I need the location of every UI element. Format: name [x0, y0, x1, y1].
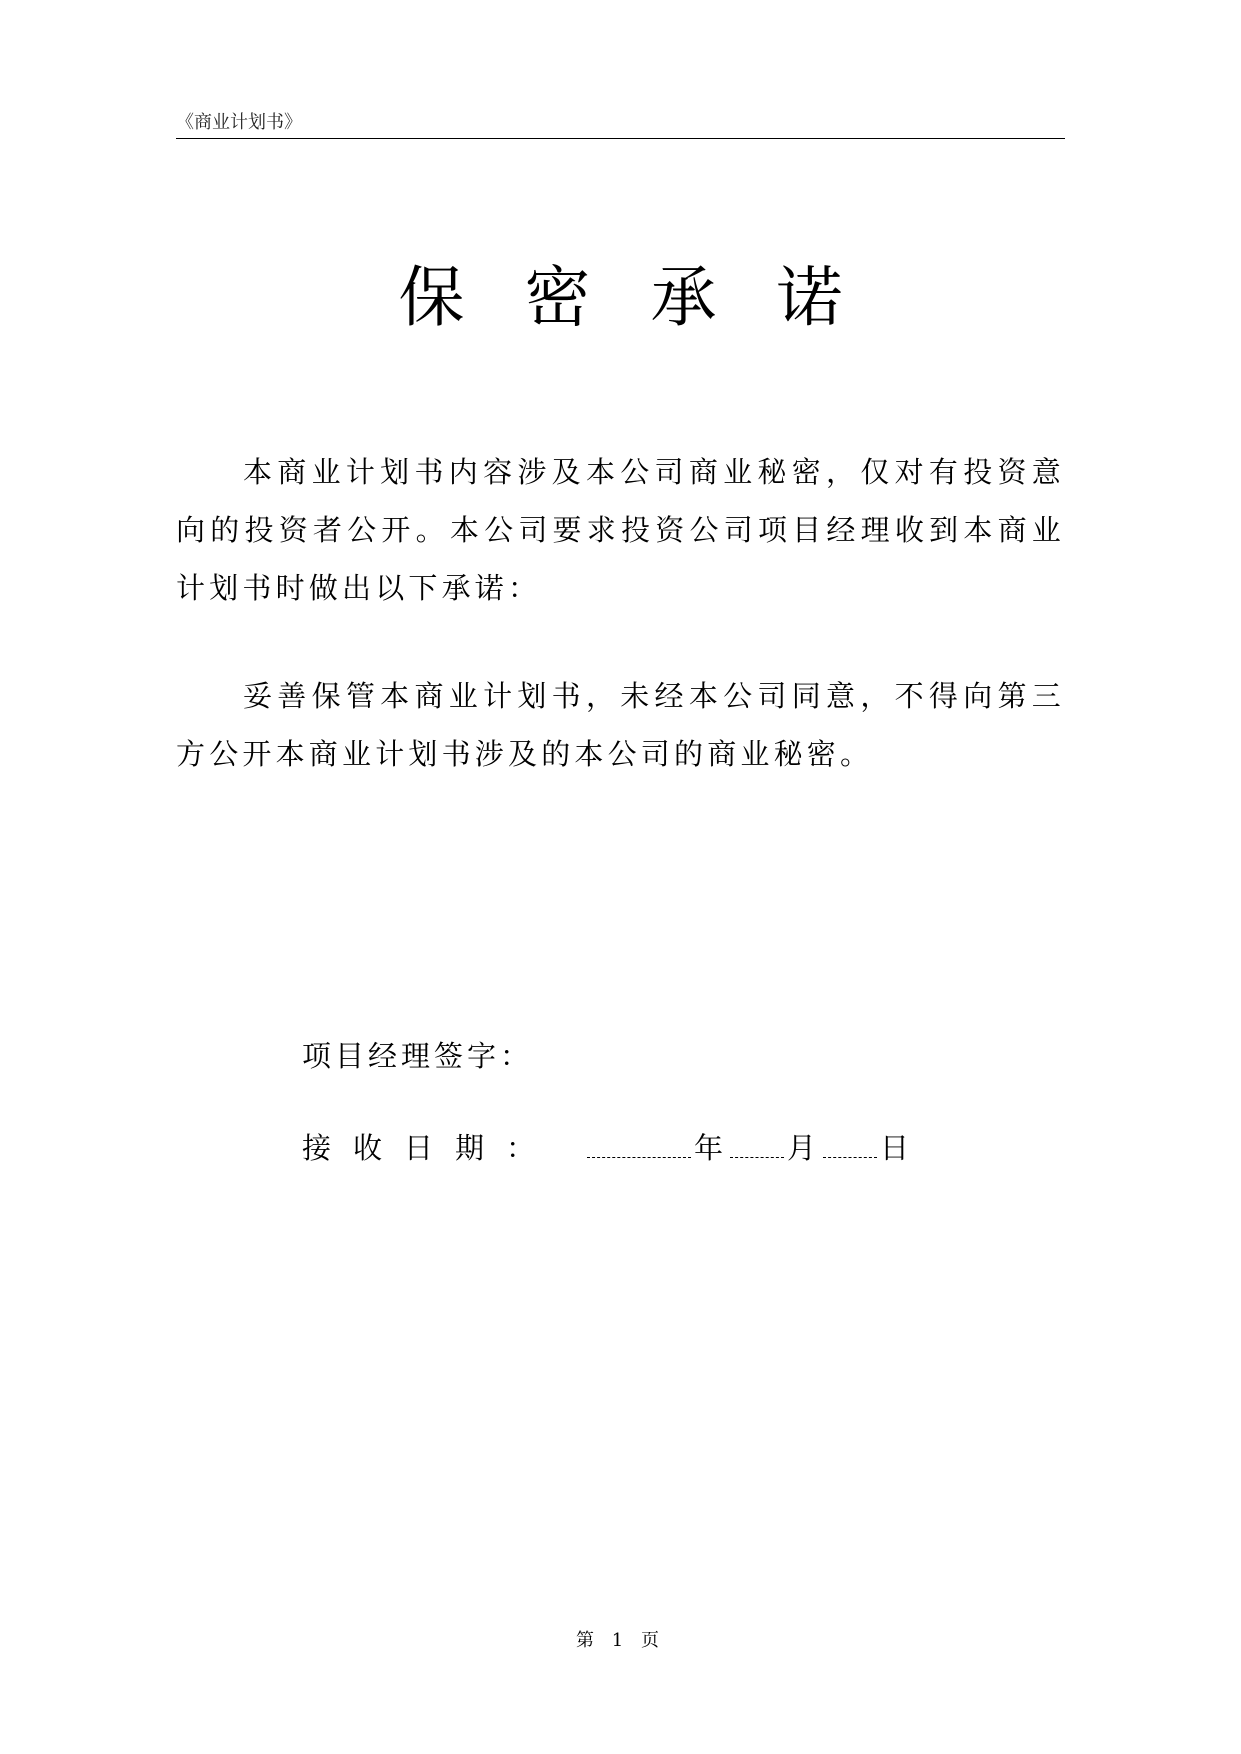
manager-signature-row	[302, 1036, 533, 1076]
month-blank[interactable]	[730, 1135, 784, 1158]
month-unit: 月	[787, 1131, 821, 1165]
body-paragraph-2: 妥善保管本商业计划书，未经本公司同意，不得向第三方公开本商业计划书涉及的本公司的商业秘密。	[176, 679, 1065, 771]
document-title: 保密承诺	[398, 259, 903, 336]
day-blank[interactable]	[823, 1135, 877, 1158]
year-unit: 年	[694, 1131, 728, 1165]
running-header: 《商业计划书》	[176, 112, 302, 133]
manager-signature-label: 项目经理签字：	[302, 1039, 534, 1073]
receipt-date-label: 接收日期：	[302, 1131, 558, 1165]
page-number: 第 1 页	[576, 1630, 665, 1651]
day-unit: 日	[880, 1131, 914, 1165]
receipt-date-row	[302, 1128, 913, 1168]
body-paragraph-1: 本商业计划书内容涉及本公司商业秘密，仅对有投资意向的投资者公开。本公司要求投资公司项目经理收到本商业计划书时做出以下承诺：	[176, 455, 1065, 605]
year-blank[interactable]	[587, 1135, 691, 1158]
header-rule	[176, 138, 1065, 139]
